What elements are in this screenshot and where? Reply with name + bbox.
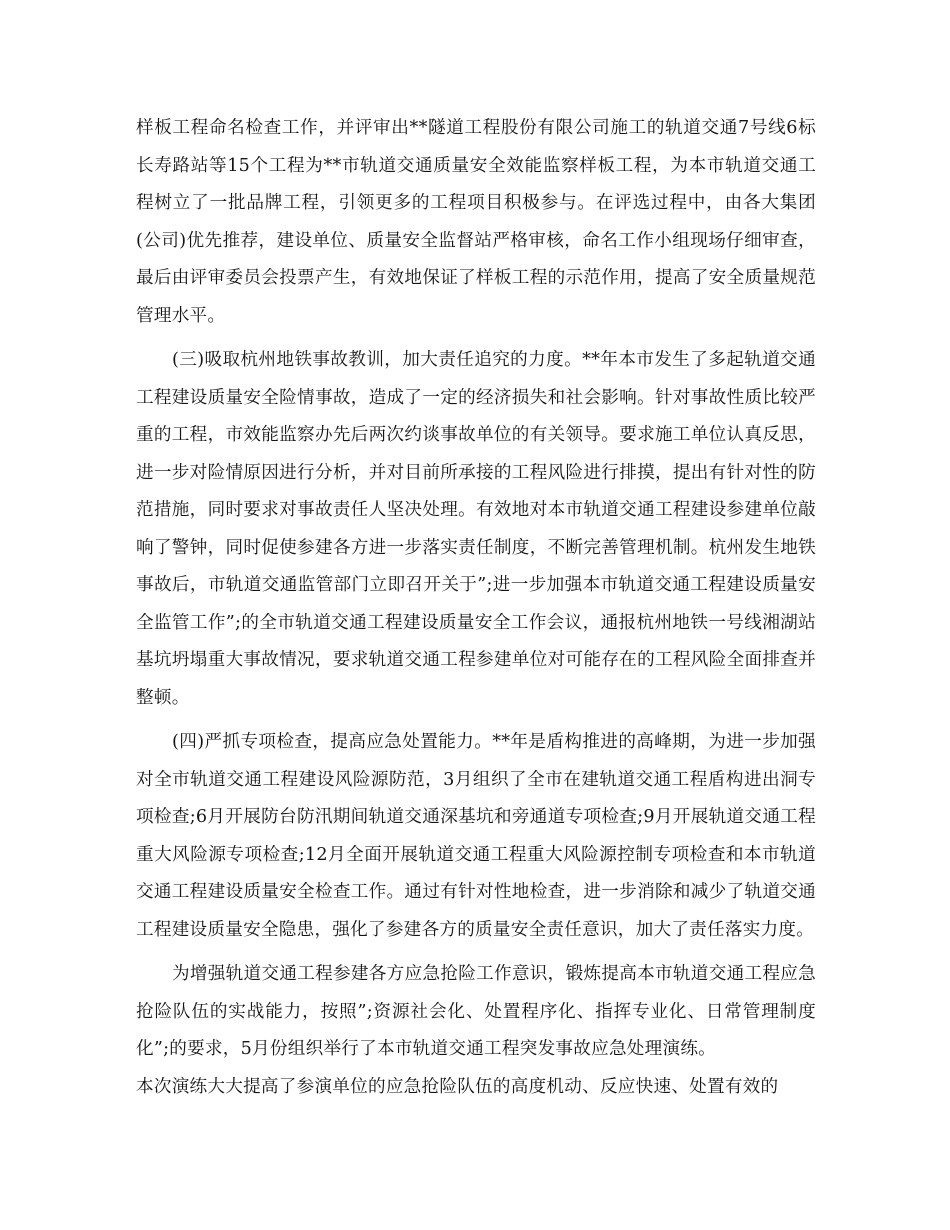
paragraph-hangzhou-accident-lessons: (三)吸取杭州地铁事故教训，加大责任追究的力度。**年本市发生了多起轨道交通工程建设质量安全险情事故，造成了一定的经济损失和社会影响。针对事故性质比较严重的工程，市效能监察办先后两次约谈事故单位的有关领导。要求施工单位认真反思，进一步对险情原因进行分析，并对目前所承接的工程风险进行排摸，提出有针对性的防范措施，同时要求对事故责任人坚决处理。有效地对本市轨道交通工程建设参建单位敲响了警钟，同时促使参建各方进一步落实责任制度，不断完善管理机制。杭州发生地铁事故后，市轨道交通监管部门立即召开关于”;进一步加强本市轨道交通工程建设质量安全监管工作”;的全市轨道交通工程建设质量安全工作会议，通报杭州地铁一号线湘湖站基坑坍塌重大事故情况，要求轨道交通工程参建单位对可能存在的工程风险全面排查并整顿。 [136, 350, 816, 708]
paragraph-special-inspections: (四)严抓专项检查，提高应急处置能力。**年是盾构推进的高峰期，为进一步加强对全市轨道交通工程建设风险源防范，3月组织了全市在建轨道交通工程盾构进出洞专项检查;6月开展防台防汛期间轨道交通深基坑和旁通道专项检查;9月开展轨道交通工程重大风险源专项检查;12月全面开展轨道交通工程重大风险源控制专项检查和本市轨道交通工程建设质量安全检查工作。通过有针对性地检查，进一步消除和减少了轨道交通工程建设质量安全隐患，强化了参建各方的质量安全责任意识，加大了责任落实力度。 [136, 732, 816, 940]
document-body [136, 110, 816, 1106]
paragraph-drill-results: 本次演练大大提高了参演单位的应急抢险队伍的高度机动、反应快速、处置有效的 [136, 1076, 779, 1097]
paragraph-continued-model-projects: 样板工程命名检查工作，并评审出**隧道工程股份有限公司施工的轨道交通7号线6标长寿路站等15个工程为**市轨道交通质量安全效能监察样板工程，为本市轨道交通工程树立了一批品牌工程，引领更多的工程项目积极参与。在评选过程中，由各大集团(公司)优先推荐，建设单位、质量安全监督站严格审核，命名工作小组现场仔细审查，最后由评审委员会投票产生，有效地保证了样板工程的示范作用，提高了安全质量规范管理水平。 [136, 118, 816, 326]
paragraph-emergency-drill: 为增强轨道交通工程参建各方应急抢险工作意识，锻炼提高本市轨道交通工程应急抢险队伍的实战能力，按照”;资源社会化、处置程序化、指挥专业化、日常管理制度化”;的要求，5月份组织举行了本市轨道交通工程突发事故应急处理演练。 [136, 964, 816, 1059]
